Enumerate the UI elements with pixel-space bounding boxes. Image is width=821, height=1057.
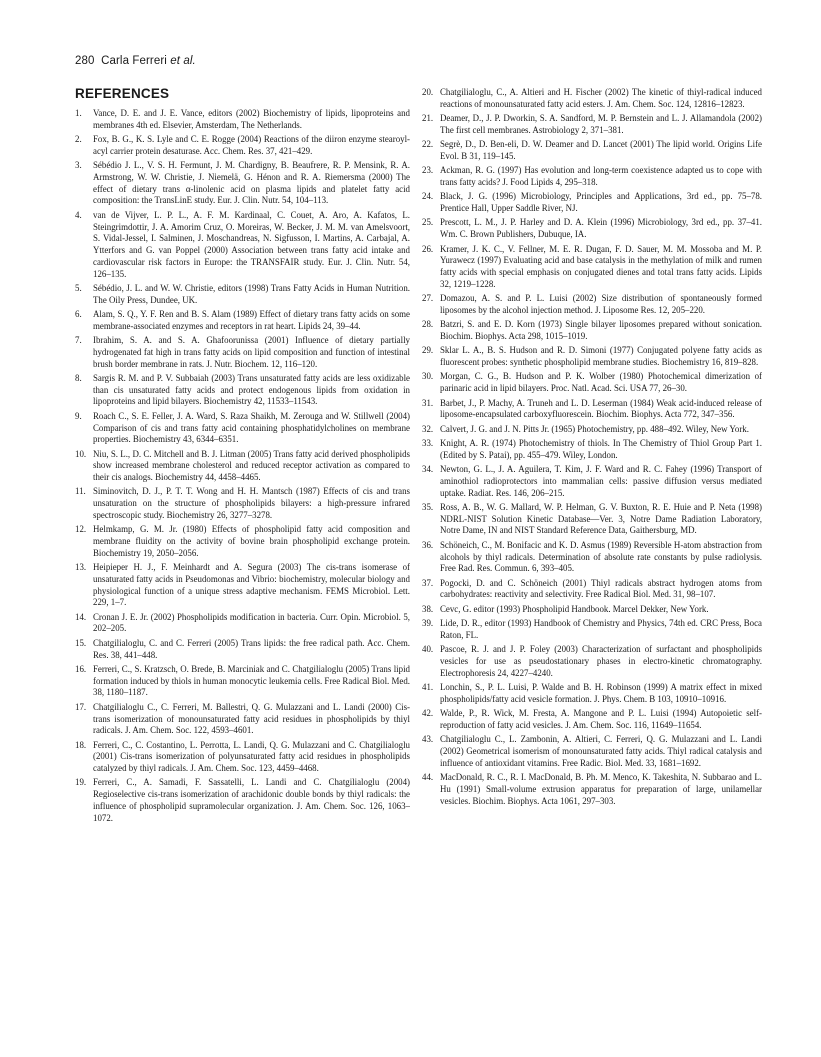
reference-item <box>422 345 762 369</box>
reference-text: Niu, S. L., D. C. Mitchell and B. J. Litman (2005) Trans fatty acid derived phospholipids show increased membrane cholesterol and reduced receptor activation as compared to their cis analogs. Biochemistry 44, 4458–4465. <box>93 448 410 483</box>
reference-item <box>422 293 762 317</box>
references-heading: REFERENCES <box>75 86 170 101</box>
reference-number: 7. <box>75 335 82 346</box>
reference-text: Pogocki, D. and C. Schöneich (2001) Thiyl radicals abstract hydrogen atoms from carbohydrates: reactivity and selectivity. Free Radical Biol. Med. 31, 98–107. <box>440 577 762 600</box>
reference-item <box>75 411 410 446</box>
reference-item <box>75 740 410 775</box>
reference-number: 43. <box>422 734 434 745</box>
reference-item <box>422 464 762 499</box>
reference-number: 21. <box>422 113 434 124</box>
reference-item <box>422 244 762 291</box>
reference-number: 36. <box>422 539 434 550</box>
reference-text: Calvert, J. G. and J. N. Pitts Jr. (1965) Photochemistry, pp. 488–492. Wiley, New York. <box>440 423 749 434</box>
reference-text: Ferreri, C., A. Samadi, F. Sassatelli, L. Landi and C. Chatgilialoglu (2004) Regioselective cis-trans isomerization of arachidonic double bonds by thiyl radicals: the influence of phospholipid supramolecular organization. J. Am. Chem. Soc. 126, 1063–1072. <box>93 777 410 823</box>
reference-item <box>422 165 762 189</box>
reference-number: 32. <box>422 423 434 434</box>
reference-text: Kramer, J. K. C., V. Fellner, M. E. R. Dugan, F. D. Sauer, M. M. Mossoba and M. P. Yurawecz (1997) Evaluating acid and base catalysis in the methylation of milk and rumen fatty acids with special emphasis on conjugated dienes and total trans fatty acids. Lipids 32, 1219–1228. <box>440 243 762 289</box>
reference-number: 15. <box>75 637 87 648</box>
reference-item <box>422 578 762 602</box>
references-right-column <box>422 87 762 810</box>
reference-text: Vance, D. E. and J. E. Vance, editors (2002) Biochemistry of lipids, lipoproteins and membranes 4th ed. Elsevier, Amsterdam, The Netherlands. <box>93 108 410 130</box>
reference-item <box>422 217 762 241</box>
reference-number: 11. <box>75 486 86 497</box>
reference-text: van de Vijver, L. P. L., A. F. M. Kardinaal, C. Couet, A. Aro, A. Kafatos, L. Steingrimdottir, J. A. Amorim Cruz, O. Moreiras, W. Becker, J. M. M. van Amelsvoort, S. Vidal-Jessel, I. Salminen, J. Moschandreas, N. Sigfusson, I. Martins, A. Carbajal, A. Ytterfors and G. van Poppel (2000) Association between trans fatty acid intake and cardiovascular risk factors in Europe: the TRANSFAIR study. Eur. J. Clin. Nutr. 54, 126–135. <box>93 209 410 279</box>
reference-item <box>75 638 410 662</box>
reference-number: 33. <box>422 437 434 448</box>
reference-item <box>422 398 762 422</box>
reference-text: Segrè, D., D. Ben-eli, D. W. Deamer and D. Lancet (2001) The lipid world. Origins Life Evol. B 31, 119–145. <box>440 139 762 161</box>
reference-item <box>422 644 762 679</box>
reference-number: 22. <box>422 139 434 150</box>
reference-item <box>75 777 410 824</box>
reference-item <box>75 309 410 333</box>
reference-text: Sklar L. A., B. S. Hudson and R. D. Simoni (1977) Conjugated polyene fatty acids as fluorescent probes: synthetic phospholipid membrane studies. Biochemistry 16, 819–828. <box>440 345 762 368</box>
reference-item <box>75 373 410 408</box>
reference-text: Heipieper H. J., F. Meinhardt and A. Segura (2003) The cis-trans isomerase of unsaturated fatty acids in Pseudomonas and Vibrio: biochemistry, molecular biology and physiological function of a unique stress adaptive mechanism. FEMS Microbiol. Lett. 229, 1–7. <box>93 562 410 608</box>
reference-text: Ferreri, C., S. Kratzsch, O. Brede, B. Marciniak and C. Chatgilialoglu (2005) Trans lipid formation induced by thiols in human monocytic leukemia cells. Free Radical Biol. Med. 38, 1180–1187. <box>93 663 410 698</box>
reference-item <box>75 134 410 158</box>
reference-item <box>422 682 762 706</box>
reference-number: 25. <box>422 217 434 228</box>
reference-item <box>75 664 410 699</box>
reference-number: 40. <box>422 644 434 655</box>
reference-item <box>75 449 410 484</box>
reference-item <box>75 486 410 521</box>
reference-item <box>422 87 762 111</box>
reference-number: 44. <box>422 772 434 782</box>
reference-number: 38. <box>422 603 434 614</box>
reference-text: Sébédio, J. L. and W. W. Christie, editors (1998) Trans Fatty Acids in Human Nutrition. The Oily Press, Dundee, UK. <box>93 282 410 305</box>
reference-number: 6. <box>75 308 82 319</box>
reference-number: 39. <box>422 618 434 629</box>
reference-item <box>75 335 410 370</box>
reference-text: Lonchin, S., P. L. Luisi, P. Walde and B. H. Robinson (1999) A matrix effect in mixed phospholipids/fatty acid vesicle formation. J. Phys. Chem. B 103, 10910–10916. <box>440 681 762 704</box>
reference-number: 31. <box>422 397 434 408</box>
reference-number: 13. <box>75 562 87 573</box>
reference-item <box>422 708 762 732</box>
reference-item <box>422 618 762 642</box>
reference-text: Alam, S. Q., Y. F. Ren and B. S. Alam (1989) Effect of dietary trans fatty acids on some membrane-associated enzymes and receptors in rat heart. Lipids 24, 39–44. <box>93 308 410 331</box>
reference-text: Cevc, G. editor (1993) Phospholipid Handbook. Marcel Dekker, New York. <box>440 603 709 614</box>
reference-number: 42. <box>422 708 434 719</box>
reference-text: Schöneich, C., M. Bonifacic and K. D. Asmus (1989) Reversible H-atom abstraction from alcohols by thiyl radicals. Determination of absolute rate constants by pulse radiolysis. Free Rad. Res. Commun. 6, 393–405. <box>440 539 762 574</box>
running-head-etal: et al. <box>170 55 196 67</box>
reference-text: Deamer, D., J. P. Dworkin, S. A. Sandford, M. P. Bernstein and L. J. Allamandola (2002) The first cell membranes. Astrobiology 2, 371–381. <box>440 113 762 135</box>
reference-item <box>422 604 762 616</box>
reference-item <box>422 540 762 575</box>
reference-number: 9. <box>75 410 82 421</box>
reference-number: 14. <box>75 611 87 622</box>
reference-number: 1. <box>75 108 82 118</box>
reference-text: Ferreri, C., C. Costantino, L. Perrotta, L. Landi, Q. G. Mulazzani and C. Chatgilialoglu (2001) Cis-trans isomerization of polyunsaturated fatty acid residues in phospholipids catalyzed by thiyl radicals. J. Am. Chem. Soc. 123, 4459–4468. <box>93 739 410 774</box>
reference-text: Black, J. G. (1996) Microbiology, Principles and Applications, 3rd ed., pp. 75–78. Prentice Hall, Upper Saddle River, NJ. <box>440 191 762 214</box>
reference-item <box>422 139 762 163</box>
reference-item <box>75 562 410 609</box>
reference-number: 28. <box>422 319 434 330</box>
reference-text: Roach C., S. E. Feller, J. A. Ward, S. Raza Shaikh, M. Zerouga and W. Stillwell (2004) Comparison of cis and trans fatty acid containing phosphatidylcholines on membrane properties. Biochemistry 43, 6344–6351. <box>93 410 410 445</box>
reference-item <box>422 319 762 343</box>
reference-item <box>422 191 762 215</box>
reference-number: 27. <box>422 293 434 304</box>
running-header <box>75 55 196 67</box>
reference-item <box>75 612 410 636</box>
reference-text: Prescott, L. M., J. P. Harley and D. A. Klein (1996) Microbiology, 3rd ed., pp. 37–41. Wm. C. Brown Publishers, Dubuque, IA. <box>440 217 762 240</box>
reference-number: 34. <box>422 464 434 475</box>
reference-number: 20. <box>422 87 434 97</box>
reference-number: 17. <box>75 701 87 712</box>
references-left-column <box>75 108 410 827</box>
reference-text: Ackman, R. G. (1997) Has evolution and long-term coexistence adapted us to cope with trans fatty acids? J. Food Lipids 4, 295–318. <box>440 165 762 188</box>
reference-text: Chatgilialoglu, C. and C. Ferreri (2005) Trans lipids: the free radical path. Acc. Chem. Res. 38, 441–448. <box>93 637 410 660</box>
reference-item <box>75 702 410 737</box>
reference-text: Chatgilialoglu C., C. Ferreri, M. Ballestri, Q. G. Mulazzani and L. Landi (2000) Cis-trans isomerization of monounsaturated fatty acid residues in phospholipids by thiyl radicals. J. Am. Chem. Soc. 122, 4593–4601. <box>93 701 410 736</box>
reference-number: 41. <box>422 681 434 692</box>
reference-number: 3. <box>75 160 82 171</box>
reference-text: Fox, B. G., K. S. Lyle and C. E. Rogge (2004) Reactions of the diiron enzyme stearoyl-acyl carrier protein desaturase. Acc. Chem. Res. 37, 421–429. <box>93 134 410 156</box>
reference-item <box>422 772 762 807</box>
reference-item <box>422 502 762 537</box>
reference-item <box>75 524 410 559</box>
reference-text: Batzri, S. and E. D. Korn (1973) Single bilayer liposomes prepared without sonication. Biochim. Biophys. Acta 298, 1015–1019. <box>440 319 762 341</box>
reference-text: Cronan J. E. Jr. (2002) Phospholipids modification in bacteria. Curr. Opin. Microbiol. 5, 202–205. <box>93 611 410 634</box>
reference-text: Siminovitch, D. J., P. T. T. Wong and H. H. Mantsch (1987) Effects of cis and trans unsaturation on the structure of phospholipids bilayers: a high-pressure infrared spectroscopic study. Biochemistry 26, 3277–3278. <box>93 486 410 520</box>
reference-number: 2. <box>75 134 82 145</box>
reference-text: Chatgilialoglu, C., A. Altieri and H. Fischer (2002) The kinetic of thiyl-radical induced reactions of monounsaturated fatty acid esters. J. Am. Chem. Soc. 124, 12816–12823. <box>440 87 762 109</box>
reference-text: Domazou, A. S. and P. L. Luisi (2002) Size distribution of spontaneously formed liposomes by the alcohol injection method. J. Liposome Res. 12, 205–220. <box>440 293 762 315</box>
reference-item <box>422 424 762 436</box>
reference-number: 19. <box>75 777 87 788</box>
reference-text: Chatgilialoglu C., L. Zambonin, A. Altieri, C. Ferreri, Q. G. Mulazzani and L. Landi (2002) Geometrical isomerism of monounsaturated fatty acids. Thiyl radical catalysis and influence of antioxidant vitamins. Free Radic. Biol. Med. 33, 1681–1692. <box>440 734 762 768</box>
reference-item <box>422 438 762 462</box>
reference-text: Ross, A. B., W. G. Mallard, W. P. Helman, G. V. Buxton, R. E. Huie and P. Neta (1998) NDRL-NIST Solution Kinetic Database—Ver. 3, Notre Dame Radiation Laboratory, Notre Dame, IN and NIST Standard Reference Data, Gaithersburg, MD. <box>440 501 762 536</box>
reference-number: 5. <box>75 282 82 293</box>
reference-number: 35. <box>422 501 434 512</box>
reference-text: Walde, P., R. Wick, M. Fresta, A. Mangone and P. L. Luisi (1994) Autopoietic self-reproduction of fatty acid vesicles. J. Am. Chem. Soc. 116, 11649–11654. <box>440 708 762 730</box>
reference-number: 18. <box>75 739 87 750</box>
reference-text: Sébédio J. L., V. S. H. Fermunt, J. M. Chardigny, B. Beaufrere, R. P. Mensink, R. A. Armstrong, W. W. Christie, J. Niemelä, G. Hénon and R. A. Riemersma (2000) The effect of dietary trans α-linolenic acid on plasma lipids and platelet fatty acid composition: the TransLinE study. Eur. J. Clin. Nutr. 54, 104–113. <box>93 160 410 206</box>
reference-number: 24. <box>422 191 434 202</box>
reference-item <box>422 734 762 769</box>
reference-number: 12. <box>75 524 87 535</box>
reference-number: 23. <box>422 165 434 176</box>
reference-number: 16. <box>75 663 87 674</box>
reference-item <box>422 113 762 137</box>
reference-item <box>75 283 410 307</box>
reference-text: Morgan, C. G., B. Hudson and P. K. Wolber (1980) Photochemical dimerization of parinaric acid in lipid bilayers. Proc. Natl. Acad. Sci. USA 77, 26–30. <box>440 371 762 394</box>
reference-number: 37. <box>422 577 434 588</box>
reference-text: Lide, D. R., editor (1993) Handbook of Chemistry and Physics, 74th ed. CRC Press, Boca Raton, FL. <box>440 618 762 640</box>
reference-number: 26. <box>422 243 434 254</box>
reference-number: 30. <box>422 371 434 382</box>
reference-item <box>75 210 410 281</box>
page-number: 280 <box>75 55 95 67</box>
reference-text: Pascoe, R. J. and J. P. Foley (2003) Characterization of surfactant and phospholipids vesicles for use as pseudostationary phases in electro-kinetic chromatography. Electrophoresis 24, 4227–4240. <box>440 644 762 678</box>
reference-text: Helmkamp, G. M. Jr. (1980) Effects of phospholipid fatty acid composition and membrane fluidity on the activity of bovine brain phospholipid exchange protein. Biochemistry 19, 2050–2056. <box>93 524 410 558</box>
reference-number: 8. <box>75 372 82 383</box>
reference-item <box>422 371 762 395</box>
reference-text: MacDonald, R. C., R. I. MacDonald, B. Ph. M. Menco, K. Takeshita, N. Subbarao and L. Hu (1991) Small-volume extrusion apparatus for preparation of large, unilamellar vesicles. Biochim. Biophys. Acta 1061, 297–303. <box>440 772 762 806</box>
reference-text: Ibrahim, S. A. and S. A. Ghafoorunissa (2001) Influence of dietary partially hydrogenated fat high in trans fatty acids on lipid composition and function of intestinal brush border membrane in rats. J. Nutr. Biochem. 12, 116–120. <box>93 335 410 369</box>
running-head-authors: Carla Ferreri <box>101 55 167 67</box>
reference-text: Barbet, J., P. Machy, A. Truneh and L. D. Leserman (1984) Weak acid-induced release of liposome-encapsulated carboxyfluorescein. Biochim. Biophys. Acta 772, 347–356. <box>440 397 762 420</box>
reference-text: Knight, A. R. (1974) Photochemistry of thiols. In The Chemistry of Thiol Group Part 1. (Edited by S. Patai), pp. 455–479. Wiley, London. <box>440 437 762 460</box>
reference-number: 4. <box>75 209 82 220</box>
reference-item <box>75 108 410 132</box>
reference-number: 29. <box>422 345 434 356</box>
reference-text: Sargis R. M. and P. V. Subbaiah (2003) Trans unsaturated fatty acids are less oxidizable than cis unsaturated fatty acids and protect endogenous lipids from oxidation in lipoproteins and lipid bilayers. Biochemistry 42, 11533–11543. <box>93 372 410 407</box>
reference-number: 10. <box>75 448 87 459</box>
reference-item <box>75 160 410 207</box>
reference-text: Newton, G. L., J. A. Aguilera, T. Kim, J. F. Ward and R. C. Fahey (1996) Transport of aminothiol radioprotectors into mammalian cells: passive diffusion versus mediated uptake. Radiat. Res. 146, 206–215. <box>440 464 762 498</box>
